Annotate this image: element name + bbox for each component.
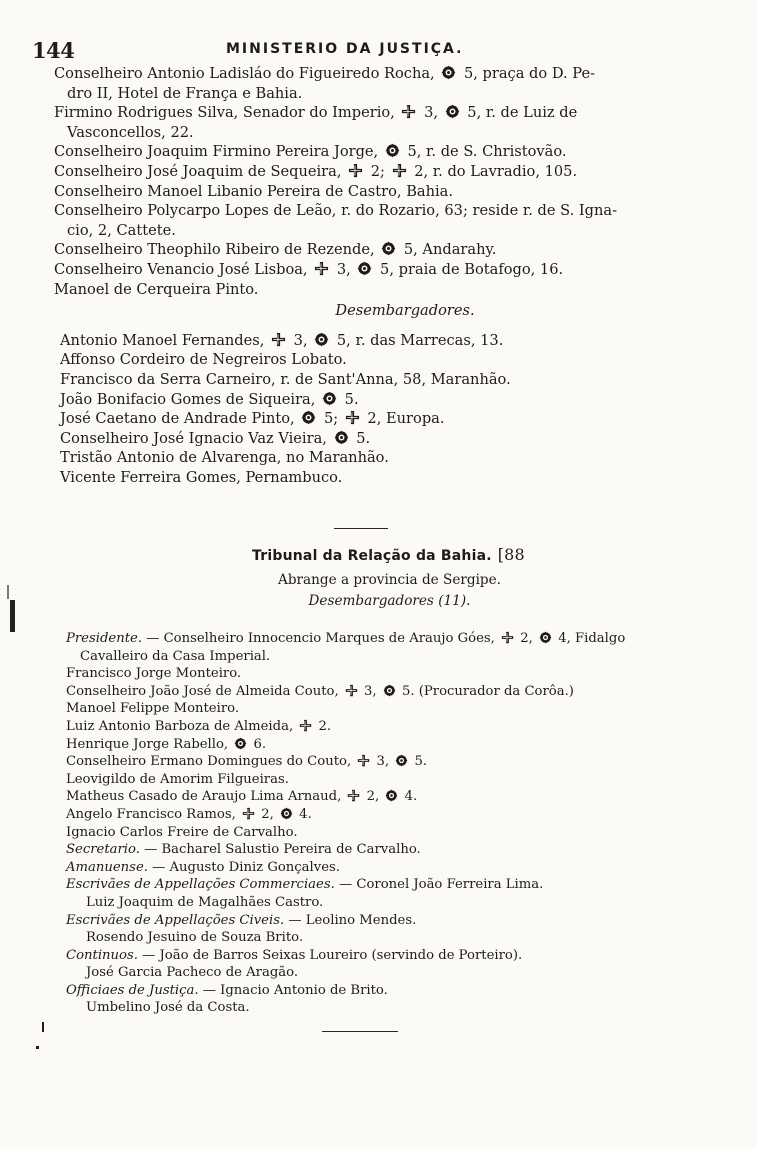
entry-text: — Coronel João Ferreira Lima.: [334, 877, 544, 893]
entry-line: [54, 162, 696, 182]
minister-entry: [54, 240, 696, 260]
section-divider: [334, 528, 388, 529]
entry-text: Henrique Jorge Rabello,: [66, 736, 233, 752]
entry-text: Conselheiro Joaquim Firmino Pereira Jorge,: [54, 143, 383, 161]
margin-mark: [7, 585, 9, 599]
rose-order-icon: [539, 631, 552, 644]
role-label: Officiaes de Justiça.: [66, 982, 199, 998]
entry-text: 5, Andarahy.: [399, 241, 497, 259]
tribunal-staff-entry: [66, 841, 706, 859]
tribunal-staff-entry: [66, 630, 706, 648]
entry-text: Conselheiro José Ignacio Vaz Vieira,: [60, 429, 332, 447]
desembargadores-subheading: Desembargadores.: [335, 302, 475, 320]
minister-entry: [54, 201, 696, 240]
entry-text: Manoel Felippe Monteiro.: [66, 701, 240, 717]
desembargador-entry: [60, 370, 696, 390]
rose-order-icon: [301, 410, 316, 425]
entry-text: Antonio Manoel Fernandes,: [60, 331, 270, 349]
entry-line: [54, 123, 696, 143]
entry-text: Matheus Casado de Araujo Lima Arnaud,: [66, 789, 346, 805]
entry-text: 6.: [249, 736, 267, 752]
entry-text: dro II, Hotel de França e Bahia.: [67, 84, 303, 102]
desembargador-entry: [60, 390, 696, 410]
entry-text: Cavalleiro da Casa Imperial.: [80, 648, 271, 664]
tribunal-staff-entry: [66, 912, 706, 930]
entry-text: 2,: [362, 789, 384, 805]
christ-order-cross-icon: [401, 104, 416, 119]
minister-entry: [54, 162, 696, 182]
rose-order-icon: [395, 754, 408, 767]
tribunal-staff-entry: [66, 947, 706, 965]
rose-order-icon: [383, 684, 396, 697]
rose-order-icon: [445, 104, 460, 119]
christ-order-cross-icon: [348, 163, 363, 178]
christ-order-cross-icon: [345, 684, 358, 697]
desembargador-entry: [60, 448, 696, 468]
entry-text: 5, r. de S. Christovão.: [402, 143, 567, 161]
entry-line: [54, 84, 696, 104]
tribunal-staff-entry: [66, 753, 706, 771]
entry-text: cio, 2, Cattete.: [67, 221, 176, 239]
entry-text: 3,: [332, 260, 356, 278]
entry-text: José Caetano de Andrade Pinto,: [60, 410, 300, 428]
minister-entry: [54, 103, 696, 142]
entry-text: 5, r. das Marrecas, 13.: [332, 331, 504, 349]
entry-text: — Conselheiro Innocencio Marques de Araujo Góes,: [142, 631, 500, 646]
entry-text: Conselheiro José Joaquim de Sequeira,: [54, 162, 347, 180]
rose-order-icon: [322, 391, 337, 406]
entry-text: — Augusto Diniz Gonçalves.: [147, 859, 340, 875]
entry-line: [54, 201, 696, 221]
entry-text: — Ignacio Antonio de Brito.: [198, 982, 388, 998]
tribunal-staff-entry: [66, 718, 706, 736]
entry-text: Conselheiro Antonio Ladisláo do Figueiredo Rocha,: [54, 65, 440, 82]
entry-text: 5, praça do D. Pe-: [459, 65, 596, 82]
entry-text: Vasconcellos, 22.: [67, 123, 194, 141]
tribunal-staff-entry: [66, 788, 706, 806]
tribunal-heading-block: [0, 545, 757, 609]
entry-text: Francisco Jorge Monteiro.: [66, 666, 242, 682]
tribunal-title: Tribunal da Relação da Bahia.: [252, 548, 492, 564]
tribunal-staff-entry: [66, 894, 706, 912]
entry-text: Leovigildo de Amorim Filgueiras.: [66, 771, 289, 787]
minister-entry: [54, 260, 696, 280]
supremo-tribunal-list: [54, 64, 696, 487]
entry-text: 3,: [372, 754, 394, 770]
entry-text: José Garcia Pacheco de Aragão.: [86, 965, 299, 981]
desembargadores-list: [54, 331, 696, 488]
entry-line: [54, 103, 696, 123]
desembargador-entry: [60, 331, 696, 351]
christ-order-cross-icon: [501, 631, 514, 644]
entry-line: [54, 280, 696, 300]
entry-text: 2.: [314, 718, 332, 734]
entry-text: 5, r. de Luiz de: [462, 104, 578, 122]
tribunal-year: [88: [497, 545, 525, 564]
rose-order-icon: [314, 332, 329, 347]
tribunal-staff-entry: [66, 876, 706, 894]
entry-line: [54, 240, 696, 260]
entry-line: [54, 182, 696, 202]
role-label: Escrivães de Appellações Civeis.: [66, 912, 285, 928]
tribunal-staff-entry: [66, 859, 706, 877]
tribunal-staff-entry: [66, 648, 706, 666]
tribunal-staff-entry: [66, 964, 706, 982]
rose-order-icon: [357, 261, 372, 276]
desembargador-entry: [60, 429, 696, 449]
desembargador-entry: [60, 350, 696, 370]
role-label: Presidente.: [66, 631, 143, 646]
christ-order-cross-icon: [314, 261, 329, 276]
rose-order-icon: [234, 737, 247, 750]
entry-text: Luiz Antonio Barboza de Almeida,: [66, 718, 298, 734]
entry-line: [54, 260, 696, 280]
entry-text: 5.: [351, 429, 371, 447]
entry-text: 2,: [257, 806, 278, 822]
rose-order-icon: [381, 241, 396, 256]
rose-order-icon: [385, 789, 398, 802]
entry-text: Ignacio Carlos Freire de Carvalho.: [66, 824, 298, 840]
page-number: 144: [32, 38, 75, 63]
entry-text: 5;: [319, 410, 343, 428]
tribunal-title-line: [0, 545, 757, 564]
entry-text: Conselheiro Polycarpo Lopes de Leão, r. do Rozario, 63; reside r. de S. Igna-: [54, 202, 618, 220]
entry-text: — João de Barros Seixas Loureiro (servindo de Porteiro).: [137, 947, 523, 963]
running-head: MINISTERIO DA JUSTIÇA.: [226, 41, 464, 57]
christ-order-cross-icon: [345, 410, 360, 425]
tribunal-staff-entry: [66, 824, 706, 842]
tribunal-staff-entry: [66, 999, 706, 1017]
entry-text: 5, praia de Botafogo, 16.: [375, 260, 564, 278]
rose-order-icon: [280, 807, 293, 820]
entry-text: Conselheiro Manoel Libanio Pereira de Castro, Bahia.: [54, 182, 454, 200]
rose-order-icon: [385, 143, 400, 158]
rose-order-icon: [334, 430, 349, 445]
entry-text: Conselheiro João José de Almeida Couto,: [66, 683, 343, 699]
entry-text: 2,: [516, 631, 538, 646]
tribunal-staff-list: [66, 630, 706, 1017]
margin-mark: [42, 1022, 44, 1032]
entry-text: João Bonifacio Gomes de Siqueira,: [60, 390, 321, 408]
entry-line: [54, 64, 696, 84]
christ-order-cross-icon: [299, 719, 312, 732]
entry-text: Francisco da Serra Carneiro, r. de Sant'Anna, 58, Maranhão.: [60, 370, 511, 388]
christ-order-cross-icon: [347, 789, 360, 802]
entry-text: Affonso Cordeiro de Negreiros Lobato.: [60, 351, 347, 369]
role-label: Secretario.: [66, 842, 140, 858]
entry-text: — Bacharel Salustio Pereira de Carvalho.: [139, 842, 421, 858]
minister-entry: [54, 142, 696, 162]
christ-order-cross-icon: [242, 807, 255, 820]
entry-text: Tristão Antonio de Alvarenga, no Maranhão.: [60, 449, 389, 467]
entry-line: [54, 221, 696, 241]
entry-text: 3,: [359, 683, 381, 699]
entry-text: 4.: [400, 789, 418, 805]
entry-text: 2;: [366, 162, 390, 180]
page-header: [0, 38, 757, 64]
entry-text: Conselheiro Theophilo Ribeiro de Rezende,: [54, 241, 380, 259]
entry-text: Manoel de Cerqueira Pinto.: [54, 280, 259, 298]
margin-mark: [10, 600, 15, 632]
tribunal-staff-entry: [66, 806, 706, 824]
tribunal-subtitle: Abrange a provincia de Sergipe.: [278, 572, 501, 588]
role-label: Amanuense.: [66, 859, 148, 875]
minister-entry: [54, 64, 696, 103]
desembargador-entry: [60, 468, 696, 488]
entry-text: Conselheiro Venancio José Lisboa,: [54, 260, 313, 278]
minister-entry: [54, 182, 696, 202]
entry-text: 5. (Procurador da Corôa.): [397, 683, 574, 699]
entry-text: 2, r. do Lavradio, 105.: [409, 162, 578, 180]
christ-order-cross-icon: [392, 163, 407, 178]
role-label: Continuos.: [66, 947, 138, 963]
entry-text: 5.: [340, 390, 359, 408]
entry-text: Angelo Francisco Ramos,: [66, 806, 241, 822]
entry-text: 5.: [410, 754, 428, 770]
tribunal-staff-entry: [66, 982, 706, 1000]
entry-text: 3,: [419, 104, 443, 122]
desembargador-entry: [60, 409, 696, 429]
christ-order-cross-icon: [271, 332, 286, 347]
christ-order-cross-icon: [357, 754, 370, 767]
tribunal-staff-entry: [66, 683, 706, 701]
entry-line: [54, 142, 696, 162]
closing-divider: [322, 1031, 398, 1032]
tribunal-staff-entry: [66, 665, 706, 683]
entry-text: Luiz Joaquim de Magalhães Castro.: [86, 894, 324, 910]
entry-text: Conselheiro Ermano Domingues do Couto,: [66, 754, 356, 770]
entry-text: Rosendo Jesuino de Souza Brito.: [86, 930, 304, 946]
entry-text: Umbelino José da Costa.: [86, 1000, 250, 1016]
tribunal-staff-entry: [66, 929, 706, 947]
role-label: Escrivães de Appellações Commerciaes.: [66, 877, 335, 893]
rose-order-icon: [441, 65, 456, 80]
tribunal-desembargadores-heading: Desembargadores (11).: [308, 593, 471, 609]
minister-entry: [54, 280, 696, 300]
tribunal-staff-entry: [66, 700, 706, 718]
entry-text: Firmino Rodrigues Silva, Senador do Imperio,: [54, 104, 400, 122]
entry-text: 3,: [289, 331, 313, 349]
tribunal-staff-entry: [66, 771, 706, 789]
entry-text: 4.: [294, 806, 312, 822]
ministers-list: [54, 64, 696, 299]
margin-mark: [36, 1046, 39, 1049]
tribunal-staff-entry: [66, 736, 706, 754]
entry-text: — Leolino Mendes.: [284, 912, 417, 928]
entry-text: 4, Fidalgo: [554, 631, 626, 646]
entry-text: Vicente Ferreira Gomes, Pernambuco.: [60, 468, 343, 486]
entry-text: 2, Europa.: [362, 410, 445, 428]
